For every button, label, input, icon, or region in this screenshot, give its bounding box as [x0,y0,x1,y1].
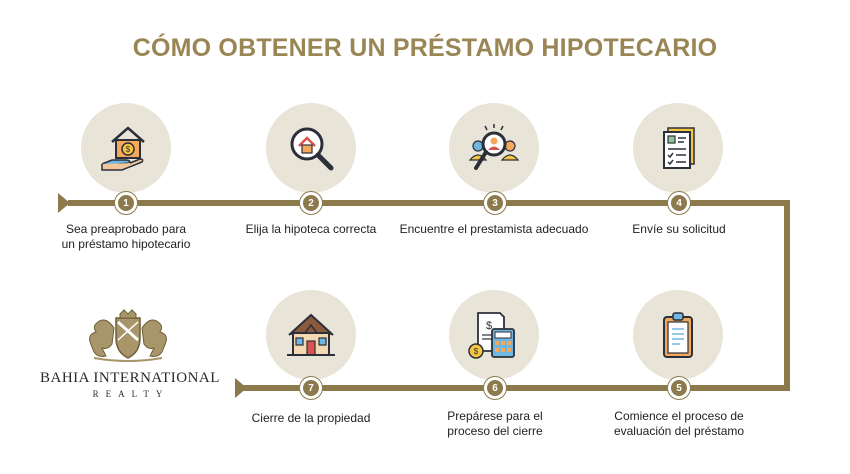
step-5-label-line2: evaluación del préstamo [613,424,745,438]
step-3-number: 3 [484,192,506,214]
step-4-label [589,222,769,237]
timeline-end-arrow [235,378,247,398]
step-7-number: 7 [300,377,322,399]
step-1-label-line1: Sea preaprobado para [65,222,187,236]
step-5-label [589,409,769,439]
step-7-label [221,411,401,426]
svg-text:$: $ [486,320,493,332]
step-3-icon-circle [449,103,539,193]
step-5-number: 5 [668,377,690,399]
step-5-label-line1: Comience el proceso de [614,409,744,423]
step-7-icon-circle [266,290,356,380]
clipboard-icon [650,307,706,363]
step-6-icon-circle [449,290,539,380]
step-4-number: 4 [668,192,690,214]
step-1-label-line2: un préstamo hipotecario [61,237,191,251]
step-5-icon-circle [633,290,723,380]
house-magnifier-icon [283,120,339,176]
step-7-label-line1: Cierre de la propiedad [251,411,371,425]
calculator-invoice-icon [466,307,522,363]
step-1-icon-circle [81,103,171,193]
step-1-number: 1 [115,192,137,214]
timeline-start-arrow [58,193,70,213]
step-2-label-line1: Elija la hipoteca correcta [245,222,377,236]
step-1-label [36,222,216,252]
brand-name: BAHIA INTERNATIONAL [40,370,220,386]
step-4-icon-circle [633,103,723,193]
step-2-icon-circle [266,103,356,193]
page-title: CÓMO OBTENER UN PRÉSTAMO HIPOTECARIO [132,34,718,62]
timeline-track-bottom [243,385,790,391]
step-6-label-line1: Prepárese para el [447,409,543,423]
person-search-icon [466,120,522,176]
house-icon [283,307,339,363]
svg-text:$: $ [125,145,131,154]
timeline-track-right [784,200,790,391]
house-money-hand-icon [98,120,154,176]
step-6-label-line2: proceso del cierre [447,424,543,438]
step-2-label [221,222,401,237]
step-6-label [405,409,585,439]
step-4-label-line1: Envíe su solicitud [632,222,726,236]
brand-logo [40,308,220,399]
step-3-label-line1: Encuentre el prestamista adecuado [399,222,589,236]
step-3-label [394,222,594,237]
brand-subtitle: REALTY [92,389,170,399]
documents-checklist-icon [650,120,706,176]
step-6-number: 6 [484,377,506,399]
step-2-number: 2 [300,192,322,214]
svg-text:$: $ [473,347,479,356]
crest-lions-logo-icon [78,308,178,364]
